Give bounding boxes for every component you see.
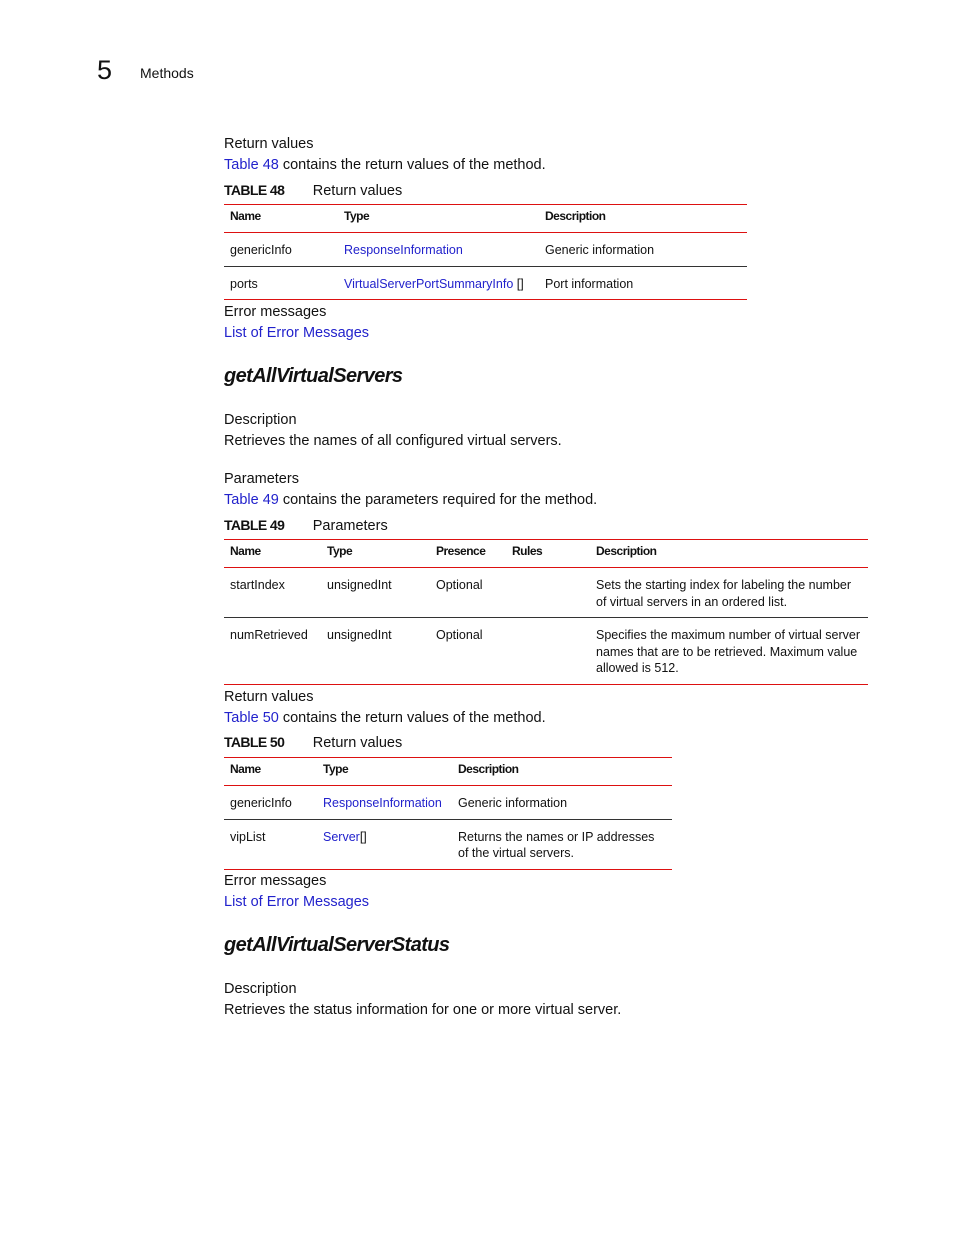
column-header: Type bbox=[338, 205, 539, 233]
return-values-intro: Table 50 contains the return values of the method. bbox=[224, 710, 546, 726]
parameters-heading: Parameters bbox=[224, 471, 299, 487]
description-heading: Description bbox=[224, 981, 297, 997]
table-48-caption: TABLE 48 Return values bbox=[224, 182, 403, 199]
description-text: Retrieves the status information for one or more virtual server. bbox=[224, 1002, 622, 1018]
error-messages-link[interactable]: List of Error Messages bbox=[224, 894, 370, 910]
column-header: Presence bbox=[430, 540, 506, 568]
column-header: Name bbox=[224, 758, 317, 786]
column-header: Description bbox=[539, 205, 747, 233]
error-messages-link[interactable]: List of Error Messages bbox=[224, 325, 370, 341]
chapter-number: 5 bbox=[97, 55, 113, 85]
column-header: Description bbox=[452, 758, 672, 786]
type-link[interactable]: ResponseInformation bbox=[344, 243, 463, 257]
column-header: Name bbox=[224, 205, 338, 233]
chapter-name: Methods bbox=[140, 65, 194, 81]
table-row: vipList Server[] Returns the names or IP addresses of the virtual servers. bbox=[230, 829, 655, 860]
table-row: genericInfo ResponseInformation Generic information bbox=[224, 786, 672, 820]
return-values-heading: Return values bbox=[224, 136, 314, 152]
type-link[interactable]: Server bbox=[323, 829, 360, 844]
method-title: getAllVirtualServers bbox=[224, 365, 403, 387]
type-link[interactable]: VirtualServerPortSummaryInfo bbox=[344, 276, 514, 291]
table-49 bbox=[224, 539, 868, 685]
type-link[interactable]: ResponseInformation bbox=[323, 796, 442, 810]
table-row: genericInfo ResponseInformation Generic information bbox=[224, 233, 747, 267]
column-header: Rules bbox=[506, 540, 590, 568]
table-50-caption: TABLE 50 Return values bbox=[224, 734, 403, 751]
description-heading: Description bbox=[224, 412, 297, 428]
table-50 bbox=[224, 757, 672, 870]
column-header: Type bbox=[321, 540, 430, 568]
method-title: getAllVirtualServerStatus bbox=[224, 934, 450, 956]
table-row: numRetrieved unsignedInt Optional Specifies the maximum number of virtual server names that are to be retrieved. Maximum value allowed is 512. bbox=[230, 628, 860, 675]
table-50-link[interactable]: Table 50 bbox=[224, 710, 279, 726]
return-values-intro: Table 48 contains the return values of the method. bbox=[224, 157, 546, 173]
table-row: startIndex unsignedInt Optional Sets the starting index for labeling the number of virtual servers in an ordered list. bbox=[224, 568, 868, 618]
column-header: Description bbox=[590, 540, 868, 568]
description-text: Retrieves the names of all configured virtual servers. bbox=[224, 433, 562, 449]
return-values-heading: Return values bbox=[224, 689, 314, 705]
table-48 bbox=[224, 204, 747, 300]
table-48-link[interactable]: Table 48 bbox=[224, 157, 279, 173]
column-header: Name bbox=[224, 540, 321, 568]
column-header: Type bbox=[317, 758, 452, 786]
error-messages-heading: Error messages bbox=[224, 873, 327, 889]
error-messages-heading: Error messages bbox=[224, 304, 327, 320]
table-row: ports VirtualServerPortSummaryInfo [] Port information bbox=[230, 276, 634, 291]
parameters-intro: Table 49 contains the parameters required for the method. bbox=[224, 492, 598, 508]
table-49-caption: TABLE 49 Parameters bbox=[224, 517, 388, 534]
table-49-link[interactable]: Table 49 bbox=[224, 492, 279, 508]
